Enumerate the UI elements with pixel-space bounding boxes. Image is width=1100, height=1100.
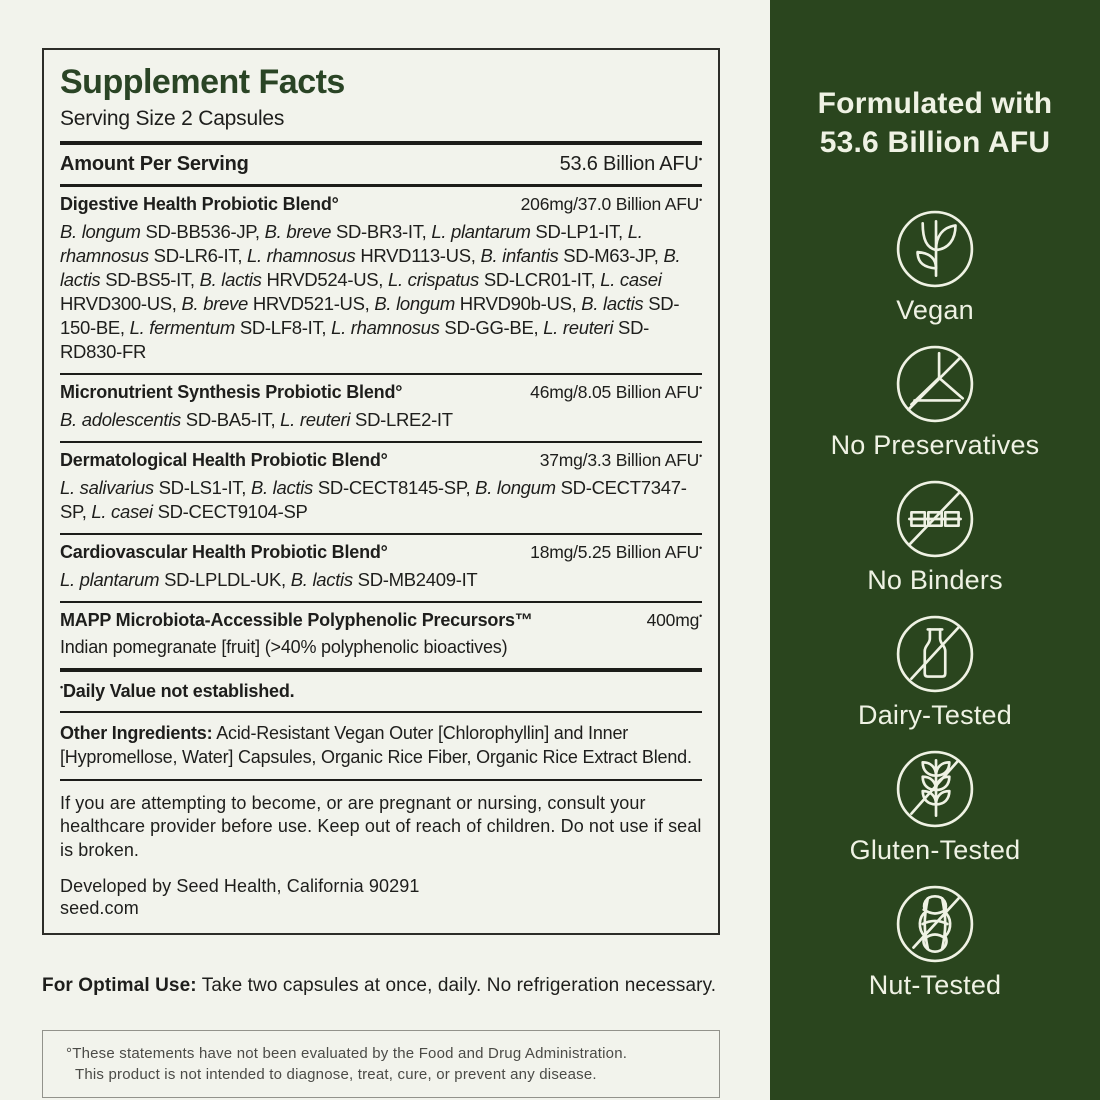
strain-genus: B. lactis xyxy=(60,244,681,290)
badge-list xyxy=(831,208,1040,1018)
optimal-use-note xyxy=(42,975,720,997)
footnote-marker: • xyxy=(699,450,702,461)
strain-genus: L. plantarum xyxy=(431,220,531,242)
website: seed.com xyxy=(60,898,139,918)
badge-dairy-tested xyxy=(858,613,1012,731)
blend-row xyxy=(60,535,702,567)
disclaimer-line2: This product is not intended to diagnose, treat, cure, or prevent any disease. xyxy=(75,1066,597,1083)
total-afu-value: 53.6 Billion AFU• xyxy=(559,153,702,175)
strain-genus: L. rhamnosus xyxy=(60,220,643,266)
footnote-marker: • xyxy=(699,610,702,621)
strain-genus: L. fermentum xyxy=(129,316,235,338)
disclaimer-line1: °These statements have not been evaluated by the Food and Drug Administration. xyxy=(66,1045,628,1062)
strain-genus: B. longum xyxy=(60,220,141,242)
strain-genus: B. infantis xyxy=(480,244,559,266)
footnote-marker: • xyxy=(699,194,702,205)
no-binders-icon xyxy=(894,478,976,560)
mapp-description: Indian pomegranate [fruit] (>40% polyphenolic bioactives) xyxy=(60,636,508,657)
sidebar-heading-line2: 53.6 Billion AFU xyxy=(819,126,1051,159)
blend-sections xyxy=(60,187,702,603)
badge-label: No Preservatives xyxy=(830,430,1040,460)
badge-label: Dairy-Tested xyxy=(858,700,1012,730)
blend-row xyxy=(60,187,702,219)
benefits-sidebar xyxy=(770,0,1100,1100)
other-ingredients-label: Other Ingredients: xyxy=(60,722,213,743)
badge-label: Vegan xyxy=(896,295,974,325)
sidebar-heading-line1: Formulated with xyxy=(817,87,1053,120)
other-ingredients-text: Acid-Resistant Vegan Outer [Chlorophyllin] and Inner [Hypromellose, Water] Capsules, Organic Rice Fiber, Organic Rice Extract Blend. xyxy=(60,722,692,767)
badge-nut-tested xyxy=(869,883,1002,1001)
strain-genus: B. lactis xyxy=(250,476,314,498)
badge-no-binders xyxy=(867,478,1003,596)
blend-amount: 46mg/8.05 Billion AFU• xyxy=(530,381,702,402)
dairy-tested-icon xyxy=(894,613,976,695)
serving-size: Serving Size 2 Capsules xyxy=(60,107,285,130)
other-ingredients xyxy=(60,713,702,779)
developed-by: Developed by Seed Health, California 90291 xyxy=(60,876,420,896)
strain-genus: B. breve xyxy=(181,292,248,314)
mapp-name: MAPP Microbiota-Accessible Polyphenolic Precursors™ xyxy=(60,609,533,630)
blend-amount: 37mg/3.3 Billion AFU• xyxy=(539,449,702,470)
strain-list: B. adolescentis SD-BA5-IT, L. reuteri SD-LRE2-IT xyxy=(60,408,453,430)
panel-title: Supplement Facts xyxy=(60,63,345,101)
badge-vegan xyxy=(894,208,976,326)
strain-genus: B. adolescentis xyxy=(60,408,181,430)
strain-genus: L. salivarius xyxy=(60,476,154,498)
blend-row xyxy=(60,443,702,475)
strain-genus: L. crispatus xyxy=(387,268,479,290)
footnote-marker: • xyxy=(699,542,702,553)
blend-row xyxy=(60,375,702,407)
strain-genus: B. longum xyxy=(475,476,556,498)
badge-gluten-tested xyxy=(850,748,1021,866)
blend-name: Cardiovascular Health Probiotic Blend° xyxy=(60,541,388,562)
footnote-marker: • xyxy=(699,382,702,393)
amount-per-serving-row xyxy=(60,145,702,184)
strain-genus: B. longum xyxy=(374,292,455,314)
vegan-icon xyxy=(894,208,976,290)
mapp-row xyxy=(60,603,702,635)
strain-genus: L. rhamnosus xyxy=(247,244,356,266)
sidebar-heading xyxy=(818,84,1053,162)
nut-tested-icon xyxy=(894,883,976,965)
optimal-use-label: For Optimal Use: xyxy=(42,975,197,996)
strain-genus: L. rhamnosus xyxy=(331,316,440,338)
footnote-marker: • xyxy=(698,154,702,166)
manufacturer-info xyxy=(60,875,702,919)
amount-per-serving-label: Amount Per Serving xyxy=(60,153,249,175)
disclaimer-marker: ° xyxy=(66,1045,73,1062)
strain-list: B. longum SD-BB536-JP, B. breve SD-BR3-IT, L. plantarum SD-LP1-IT, L. rhamnosus SD-LR6-IT, L. rhamnosus HRVD113-US, B. infantis SD-M63-JP, B. lactis SD-BS5-IT, B. lactis HRVD524-US, L. crispatus SD-LCR01-IT, L. casei HRVD300-US, B. breve HRVD521-US, B. longum HRVD90b-US, B. lactis SD-150-BE, L. fermentum SD-LF8-IT, L. rhamnosus SD-GG-BE, L. reuteri SD-RD830-FR xyxy=(60,220,681,362)
mapp-amount: 400mg• xyxy=(646,609,702,630)
optimal-use-text: Take two capsules at once, daily. No refrigeration necessary. xyxy=(201,975,717,996)
footnote-marker: • xyxy=(60,681,63,692)
supplement-facts-panel xyxy=(42,48,720,935)
strain-list: L. plantarum SD-LPLDL-UK, B. lactis SD-MB2409-IT xyxy=(60,568,478,590)
blend-amount: 18mg/5.25 Billion AFU• xyxy=(530,541,702,562)
blend-name: Dermatological Health Probiotic Blend° xyxy=(60,449,388,470)
no-preservatives-icon xyxy=(894,343,976,425)
strain-genus: B. lactis xyxy=(290,568,353,590)
label-left-column xyxy=(42,48,720,1098)
strain-genus: L. reuteri xyxy=(543,316,614,338)
pregnancy-warning: If you are attempting to become, or are pregnant or nursing, consult your healthcare provider before use. Keep out of reach of children. Do not use if seal is broken. xyxy=(60,792,702,860)
strain-list: L. salivarius SD-LS1-IT, B. lactis SD-CECT8145-SP, B. longum SD-CECT7347-SP, L. casei SD-CECT9104-SP xyxy=(60,476,687,522)
strain-genus: L. plantarum xyxy=(60,568,160,590)
blend-amount: 206mg/37.0 Billion AFU• xyxy=(520,193,702,214)
badge-label: Gluten-Tested xyxy=(849,835,1021,865)
strain-genus: B. lactis xyxy=(199,268,262,290)
strain-genus: L. casei xyxy=(91,500,153,522)
badge-no-preservatives xyxy=(831,343,1040,461)
strain-genus: L. casei xyxy=(600,268,662,290)
strain-genus: L. reuteri xyxy=(280,408,351,430)
fda-disclaimer-box xyxy=(42,1030,720,1098)
blend-name: Digestive Health Probiotic Blend° xyxy=(60,193,339,214)
badge-label: No Binders xyxy=(867,565,1003,595)
strain-genus: B. breve xyxy=(264,220,332,242)
daily-value-note: •Daily Value not established. xyxy=(60,680,295,701)
blend-name: Micronutrient Synthesis Probiotic Blend° xyxy=(60,381,403,402)
gluten-tested-icon xyxy=(894,748,976,830)
badge-label: Nut-Tested xyxy=(868,970,1002,1000)
strain-genus: B. lactis xyxy=(581,292,644,314)
